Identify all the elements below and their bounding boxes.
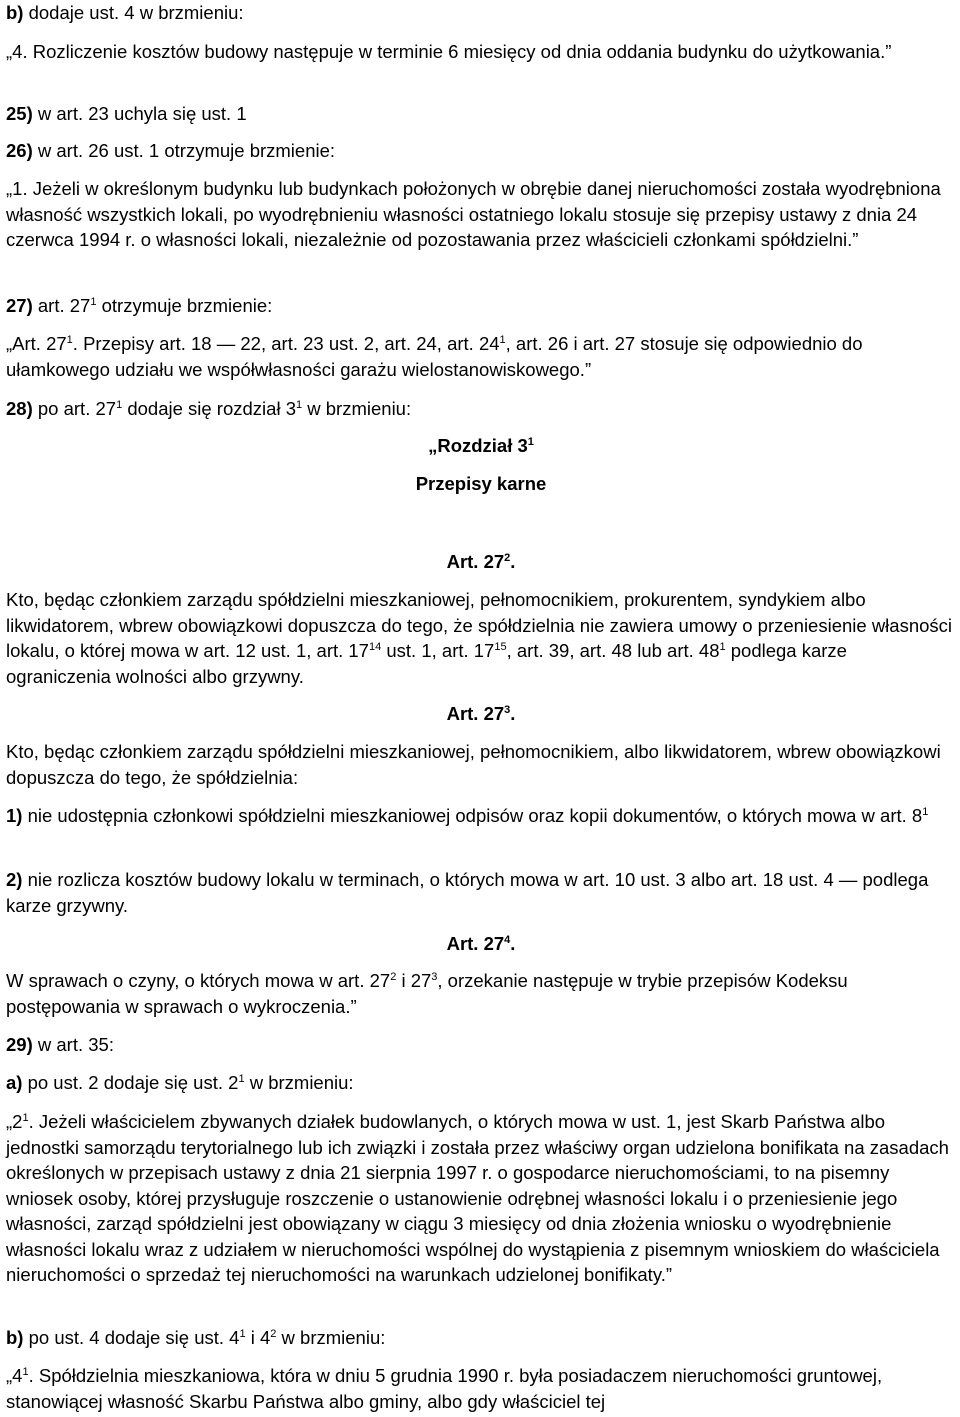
point-label: 29)	[6, 1034, 33, 1055]
point-label: 27)	[6, 295, 33, 316]
text: w art. 23 uchyla się ust. 1	[32, 103, 247, 124]
amendment-point: 29) w art. 35:	[6, 1034, 114, 1055]
article-heading: Art. $27^4$.	[446, 933, 516, 954]
amendment-point	[6, 138, 956, 164]
article-text: W sprawach o czyny, o których mowa w art. $27^2$ i $27^3$, orzekanie następuje w trybie przepisów Kodeksu postępowania w sprawach o wykroczenia.”	[6, 970, 848, 1017]
paragraph: b) dodaje ust. 4 w brzmieniu:	[6, 2, 244, 23]
quoted-paragraph: „1. Jeżeli w określonym budynku lub budynkach położonych w obrębie danej nieruchomości została wyodrębniona własność wszystkich lokali, po wyodrębnieniu własności ostatniego lokalu stosuje się przepisy ustawy z dnia 24 czerwca 1994 r. o własności lokali, niezależnie od pozostawania przez właścicieli członkami spółdzielni.”	[6, 178, 941, 250]
article-text: Kto, będąc członkiem zarządu spółdzielni mieszkaniowej, pełnomocnikiem, prokurentem, syndykiem albo likwidatorem, wbrew obowiązkowi dopuszcza do tego, że spółdzielnia nie zawiera umowy o przeniesienie własności lokalu, o której mowa w art. 12 ust. 1, art. $17^{14}$ ust. 1, art. $17^{15}$, art. 39, art. 48 lub art. $48^1$ podlega karze ograniczenia wolności albo grzywny.	[6, 589, 953, 687]
text: dodaje ust. 4 w brzmieniu:	[23, 2, 244, 23]
quoted-paragraph: „Art. $27^1$. Przepisy art. 18 — 22, art. 23 ust. 2, art. 24, art. $24^1$, art. 26 i art. 27 stosuje się odpowiednio do ułamkowego udziału we współwłasności garażu wielostanowiskowego.”	[6, 333, 863, 380]
quoted-paragraph: „4. Rozliczenie kosztów budowy następuje w terminie 6 miesięcy od dnia oddania budynku do użytkowania.”	[6, 41, 892, 62]
amendment-subpoint: a) po ust. 2 dodaje się ust. $2^1$ w brzmieniu:	[6, 1072, 354, 1093]
text: w art. 26 ust. 1 otrzymuje brzmienie:	[32, 140, 336, 161]
chapter-heading: „Rozdział $3^1$	[428, 435, 534, 456]
amendment-point: 28) po art. $27^1$ dodaje się rozdział $3^1$ w brzmieniu:	[6, 398, 412, 419]
subpoint-label: b)	[6, 1327, 24, 1348]
article-heading: Art. $27^2$.	[446, 551, 516, 572]
quoted-paragraph: $„4^1$. Spółdzielnia mieszkaniowa, która w dniu 5 grudnia 1990 r. była posiadaczem nieruchomości gruntowej, stanowiącej własność Skarbu Państwa albo gminy, albo gdy właściciel tej	[6, 1365, 883, 1412]
amendment-subpoint: b) po ust. 4 dodaje się ust. $4^1$ i $4^2$ w brzmieniu:	[6, 1327, 386, 1348]
list-item: 1) nie udostępnia członkowi spółdzielni mieszkaniowej odpisów oraz kopii dokumentów, o których mowa w art. $8^1$	[6, 805, 929, 826]
point-label: 26)	[6, 140, 33, 161]
quoted-paragraph: $„2^1$. Jeżeli właścicielem zbywanych działek budowlanych, o których mowa w ust. 1, jest Skarb Państwa albo jednostki samorządu terytorialnego lub ich związki i została przez właściwy organ udzielona bonifikata na zasadach określonych w przepisach ustawy z dnia 21 sierpnia 1997 r. o gospodarce nieruchomościami, to na pisemny wniosek osoby, której przysługuje roszczenie o ustanowienie odrębnej własności lokalu i o przeniesienie jego własności, zarząd spółdzielni jest obowiązany w ciągu 3 miesięcy od dnia złożenia wniosku o wyodrębnienie własności lokalu wraz z udziałem w nieruchomości wspólnej do wystąpienia z pisemnym wnioskiem do właściciela nieruchomości o sprzedaż tej nieruchomości na warunkach udzielonej bonifikaty.”	[6, 1111, 949, 1285]
list-item: 2) nie rozlicza kosztów budowy lokalu w terminach, o których mowa w art. 10 ust. 3 albo art. 18 ust. 4 — podlega karze grzywny.	[6, 869, 929, 916]
article-text: Kto, będąc członkiem zarządu spółdzielni mieszkaniowej, pełnomocnikiem, albo likwidatorem, wbrew obowiązkowi dopuszcza do tego, że spółdzielnia:	[6, 741, 941, 788]
chapter-title: Przepisy karne	[415, 473, 547, 494]
subpoint-label: a)	[6, 1072, 23, 1093]
amendment-point: 27) art. $27^1$ otrzymuje brzmienie:	[6, 295, 273, 316]
point-label: 28)	[6, 398, 33, 419]
item-label: 1)	[6, 805, 23, 826]
amendment-point	[6, 101, 956, 127]
article-heading: Art. $27^3$.	[446, 703, 516, 724]
item-label: 2)	[6, 869, 23, 890]
point-label: 25)	[6, 103, 33, 124]
